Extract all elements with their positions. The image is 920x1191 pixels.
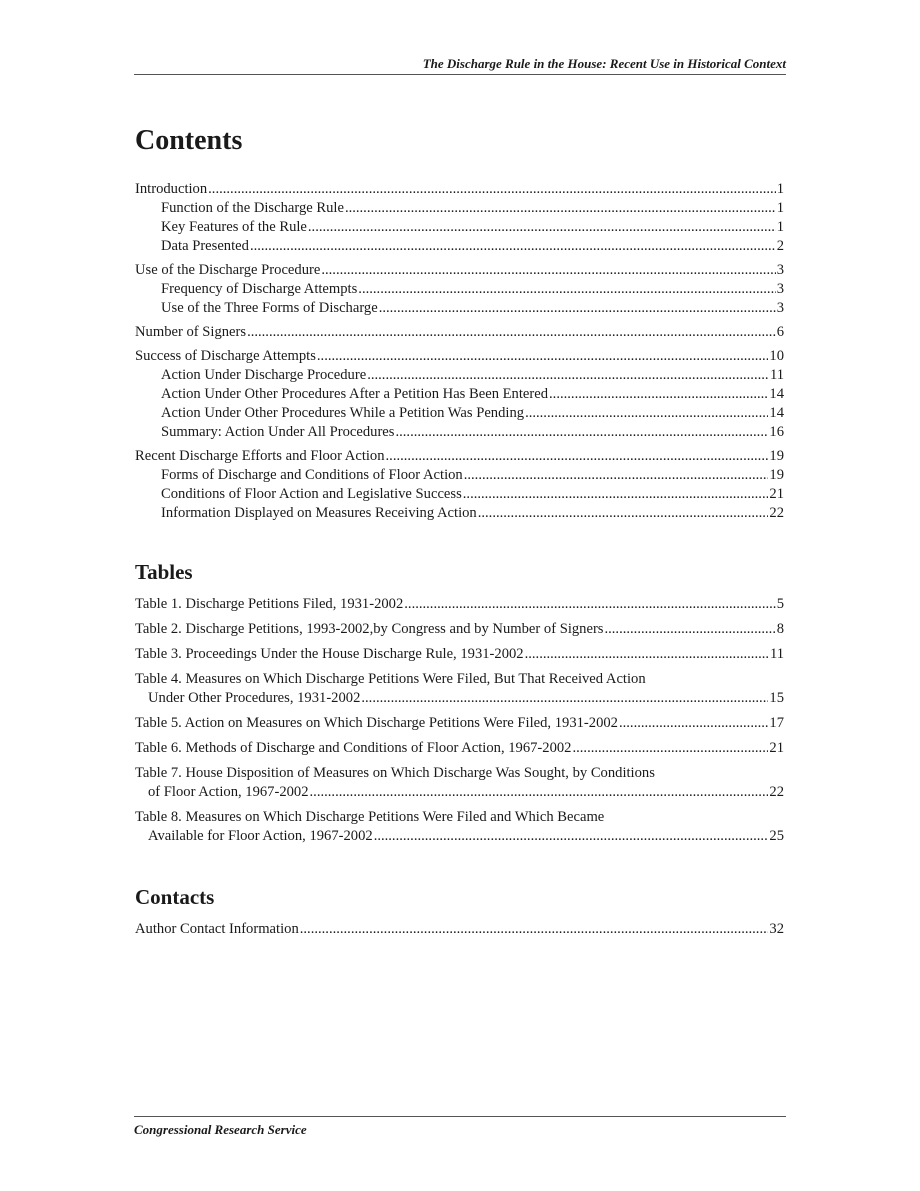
toc-page-number: 32 [769, 921, 784, 937]
toc-entry-link[interactable] [135, 485, 784, 504]
toc-entry-label: Key Features of the Rule [161, 219, 307, 235]
toc-entry-label: Conditions of Floor Action and Legislative Success [161, 486, 462, 502]
toc-page-number: 1 [776, 219, 784, 235]
toc-page-number: 14 [769, 405, 784, 421]
toc-entry-label: Table 2. Discharge Petitions, 1993-2002,by Congress and by Number of Signers [135, 621, 604, 637]
table-list-entry [135, 620, 784, 639]
toc-entry-link[interactable] [135, 366, 784, 385]
toc-entry-link[interactable] [135, 504, 784, 523]
table-list-entry [135, 670, 784, 708]
toc-entry-link[interactable] [135, 827, 784, 846]
dot-leader [367, 366, 769, 385]
toc-entry-link[interactable] [135, 423, 784, 442]
contents-list [135, 180, 784, 523]
dot-leader [386, 447, 769, 466]
toc-entry-label: Forms of Discharge and Conditions of Floor Action [161, 467, 463, 483]
toc-page-number: 19 [769, 467, 784, 483]
toc-entry-link[interactable] [135, 299, 784, 318]
toc-entry-label: Action Under Discharge Procedure [161, 367, 367, 383]
table-list-entry [135, 595, 784, 614]
toc-page-number: 22 [769, 784, 784, 800]
toc-page-number: 3 [776, 281, 784, 297]
table-list-entry [135, 764, 784, 802]
dot-leader [525, 404, 768, 423]
dot-leader [361, 689, 768, 708]
toc-page-number: 1 [776, 200, 784, 216]
toc-entry-label: Success of Discharge Attempts [135, 348, 316, 364]
toc-page-number: 17 [769, 715, 784, 731]
toc-entry-label: Summary: Action Under All Procedures [161, 424, 395, 440]
toc-entry-label: Function of the Discharge Rule [161, 200, 344, 216]
contents-heading: Contents [135, 125, 243, 156]
toc-entry-link[interactable] [135, 783, 784, 802]
toc-entry-link[interactable] [135, 645, 784, 664]
toc-entry-label: Introduction [135, 181, 208, 197]
toc-entry-link[interactable] [135, 180, 784, 199]
toc-entry-link[interactable] [135, 261, 784, 280]
toc-entry-label: Number of Signers [135, 324, 247, 340]
toc-page-number: 22 [769, 505, 784, 521]
dot-leader [247, 323, 776, 342]
dot-leader [374, 827, 769, 846]
toc-entry-label: Table 6. Methods of Discharge and Conditions of Floor Action, 1967-2002 [135, 740, 572, 756]
table-entry-title-line: Table 8. Measures on Which Discharge Petitions Were Filed and Which Became [135, 809, 605, 825]
toc-page-number: 6 [776, 324, 784, 340]
table-of-contents [135, 124, 784, 939]
toc-entry-link[interactable] [135, 385, 784, 404]
dot-leader [549, 385, 768, 404]
toc-page-number: 2 [776, 238, 784, 254]
tables-section [135, 559, 784, 846]
toc-entry-link[interactable] [135, 347, 784, 366]
dot-leader [604, 620, 775, 639]
toc-entry-label: Table 1. Discharge Petitions Filed, 1931-2002 [135, 596, 404, 612]
toc-page-number: 5 [776, 596, 784, 612]
toc-page-number: 11 [769, 646, 784, 662]
table-list-entry [135, 714, 784, 733]
toc-entry-link[interactable] [135, 595, 784, 614]
toc-page-number: 14 [769, 386, 784, 402]
toc-entry-link[interactable] [135, 280, 784, 299]
dot-leader [250, 237, 776, 256]
dot-leader [404, 595, 775, 614]
toc-page-number: 15 [769, 690, 784, 706]
toc-entry-label: Data Presented [161, 238, 249, 254]
toc-entry-label: Information Displayed on Measures Receiving Action [161, 505, 477, 521]
page-footer [134, 1116, 786, 1138]
toc-entry-label: Action Under Other Procedures After a Petition Has Been Entered [161, 386, 549, 402]
table-list-entry [135, 645, 784, 664]
dot-leader [300, 920, 769, 939]
table-entry-title-line: Table 4. Measures on Which Discharge Petitions Were Filed, But That Received Action [135, 671, 646, 687]
toc-entry-link[interactable] [135, 689, 784, 708]
dot-leader [619, 714, 768, 733]
dot-leader [345, 199, 776, 218]
dot-leader [478, 504, 769, 523]
dot-leader [358, 280, 775, 299]
toc-entry-link[interactable] [135, 218, 784, 237]
toc-entry-label: Under Other Procedures, 1931-2002 [148, 690, 361, 706]
dot-leader [463, 485, 769, 504]
toc-entry-label: Available for Floor Action, 1967-2002 [148, 828, 373, 844]
toc-entry-label: Action Under Other Procedures While a Petition Was Pending [161, 405, 525, 421]
tables-heading: Tables [135, 560, 193, 584]
dot-leader [572, 739, 768, 758]
toc-entry-link[interactable] [135, 404, 784, 423]
toc-entry-label: Author Contact Information [135, 921, 299, 937]
toc-entry-link[interactable] [135, 714, 784, 733]
toc-entry-label: Use of the Three Forms of Discharge [161, 300, 378, 316]
toc-entry-link[interactable] [135, 739, 784, 758]
dot-leader [310, 783, 769, 802]
table-list-entry [135, 808, 784, 846]
toc-entry-label: of Floor Action, 1967-2002 [148, 784, 309, 800]
dot-leader [525, 645, 769, 664]
toc-page-number: 19 [769, 448, 784, 464]
table-entry-title-line: Table 7. House Disposition of Measures on Which Discharge Was Sought, by Conditions [135, 765, 655, 781]
toc-entry-label: Frequency of Discharge Attempts [161, 281, 358, 297]
dot-leader [379, 299, 776, 318]
contacts-heading: Contacts [135, 885, 215, 909]
toc-page-number: 16 [769, 424, 784, 440]
tables-list [135, 595, 784, 846]
dot-leader [208, 180, 776, 199]
toc-entry-label: Table 5. Action on Measures on Which Discharge Petitions Were Filed, 1931-2002 [135, 715, 618, 731]
dot-leader [395, 423, 768, 442]
dot-leader [321, 261, 775, 280]
contacts-list [135, 920, 784, 939]
toc-page-number: 1 [776, 181, 784, 197]
toc-entry-label: Use of the Discharge Procedure [135, 262, 321, 278]
toc-entry-label: Table 3. Proceedings Under the House Discharge Rule, 1931-2002 [135, 646, 524, 662]
toc-page-number: 21 [769, 740, 784, 756]
toc-entry-link[interactable] [135, 237, 784, 256]
toc-entry-link[interactable] [135, 323, 784, 342]
footer-publisher: Congressional Research Service [134, 1122, 307, 1137]
toc-page-number: 3 [776, 262, 784, 278]
toc-page-number: 11 [769, 367, 784, 383]
dot-leader [308, 218, 776, 237]
toc-page-number: 21 [769, 486, 784, 502]
toc-page-number: 3 [776, 300, 784, 316]
toc-entry-link[interactable] [135, 920, 784, 939]
toc-page-number: 8 [776, 621, 784, 637]
toc-entry-link[interactable] [135, 199, 784, 218]
toc-entry-link[interactable] [135, 620, 784, 639]
toc-entry-link[interactable] [135, 447, 784, 466]
running-header-title: The Discharge Rule in the House: Recent Use in Historical Context [422, 56, 786, 71]
contacts-section [135, 884, 784, 939]
toc-entry-link[interactable] [135, 466, 784, 485]
toc-entry-label: Recent Discharge Efforts and Floor Action [135, 448, 385, 464]
dot-leader [317, 347, 769, 366]
toc-page-number: 10 [769, 348, 784, 364]
running-header [134, 56, 786, 75]
dot-leader [464, 466, 769, 485]
table-list-entry [135, 739, 784, 758]
toc-page-number: 25 [769, 828, 784, 844]
